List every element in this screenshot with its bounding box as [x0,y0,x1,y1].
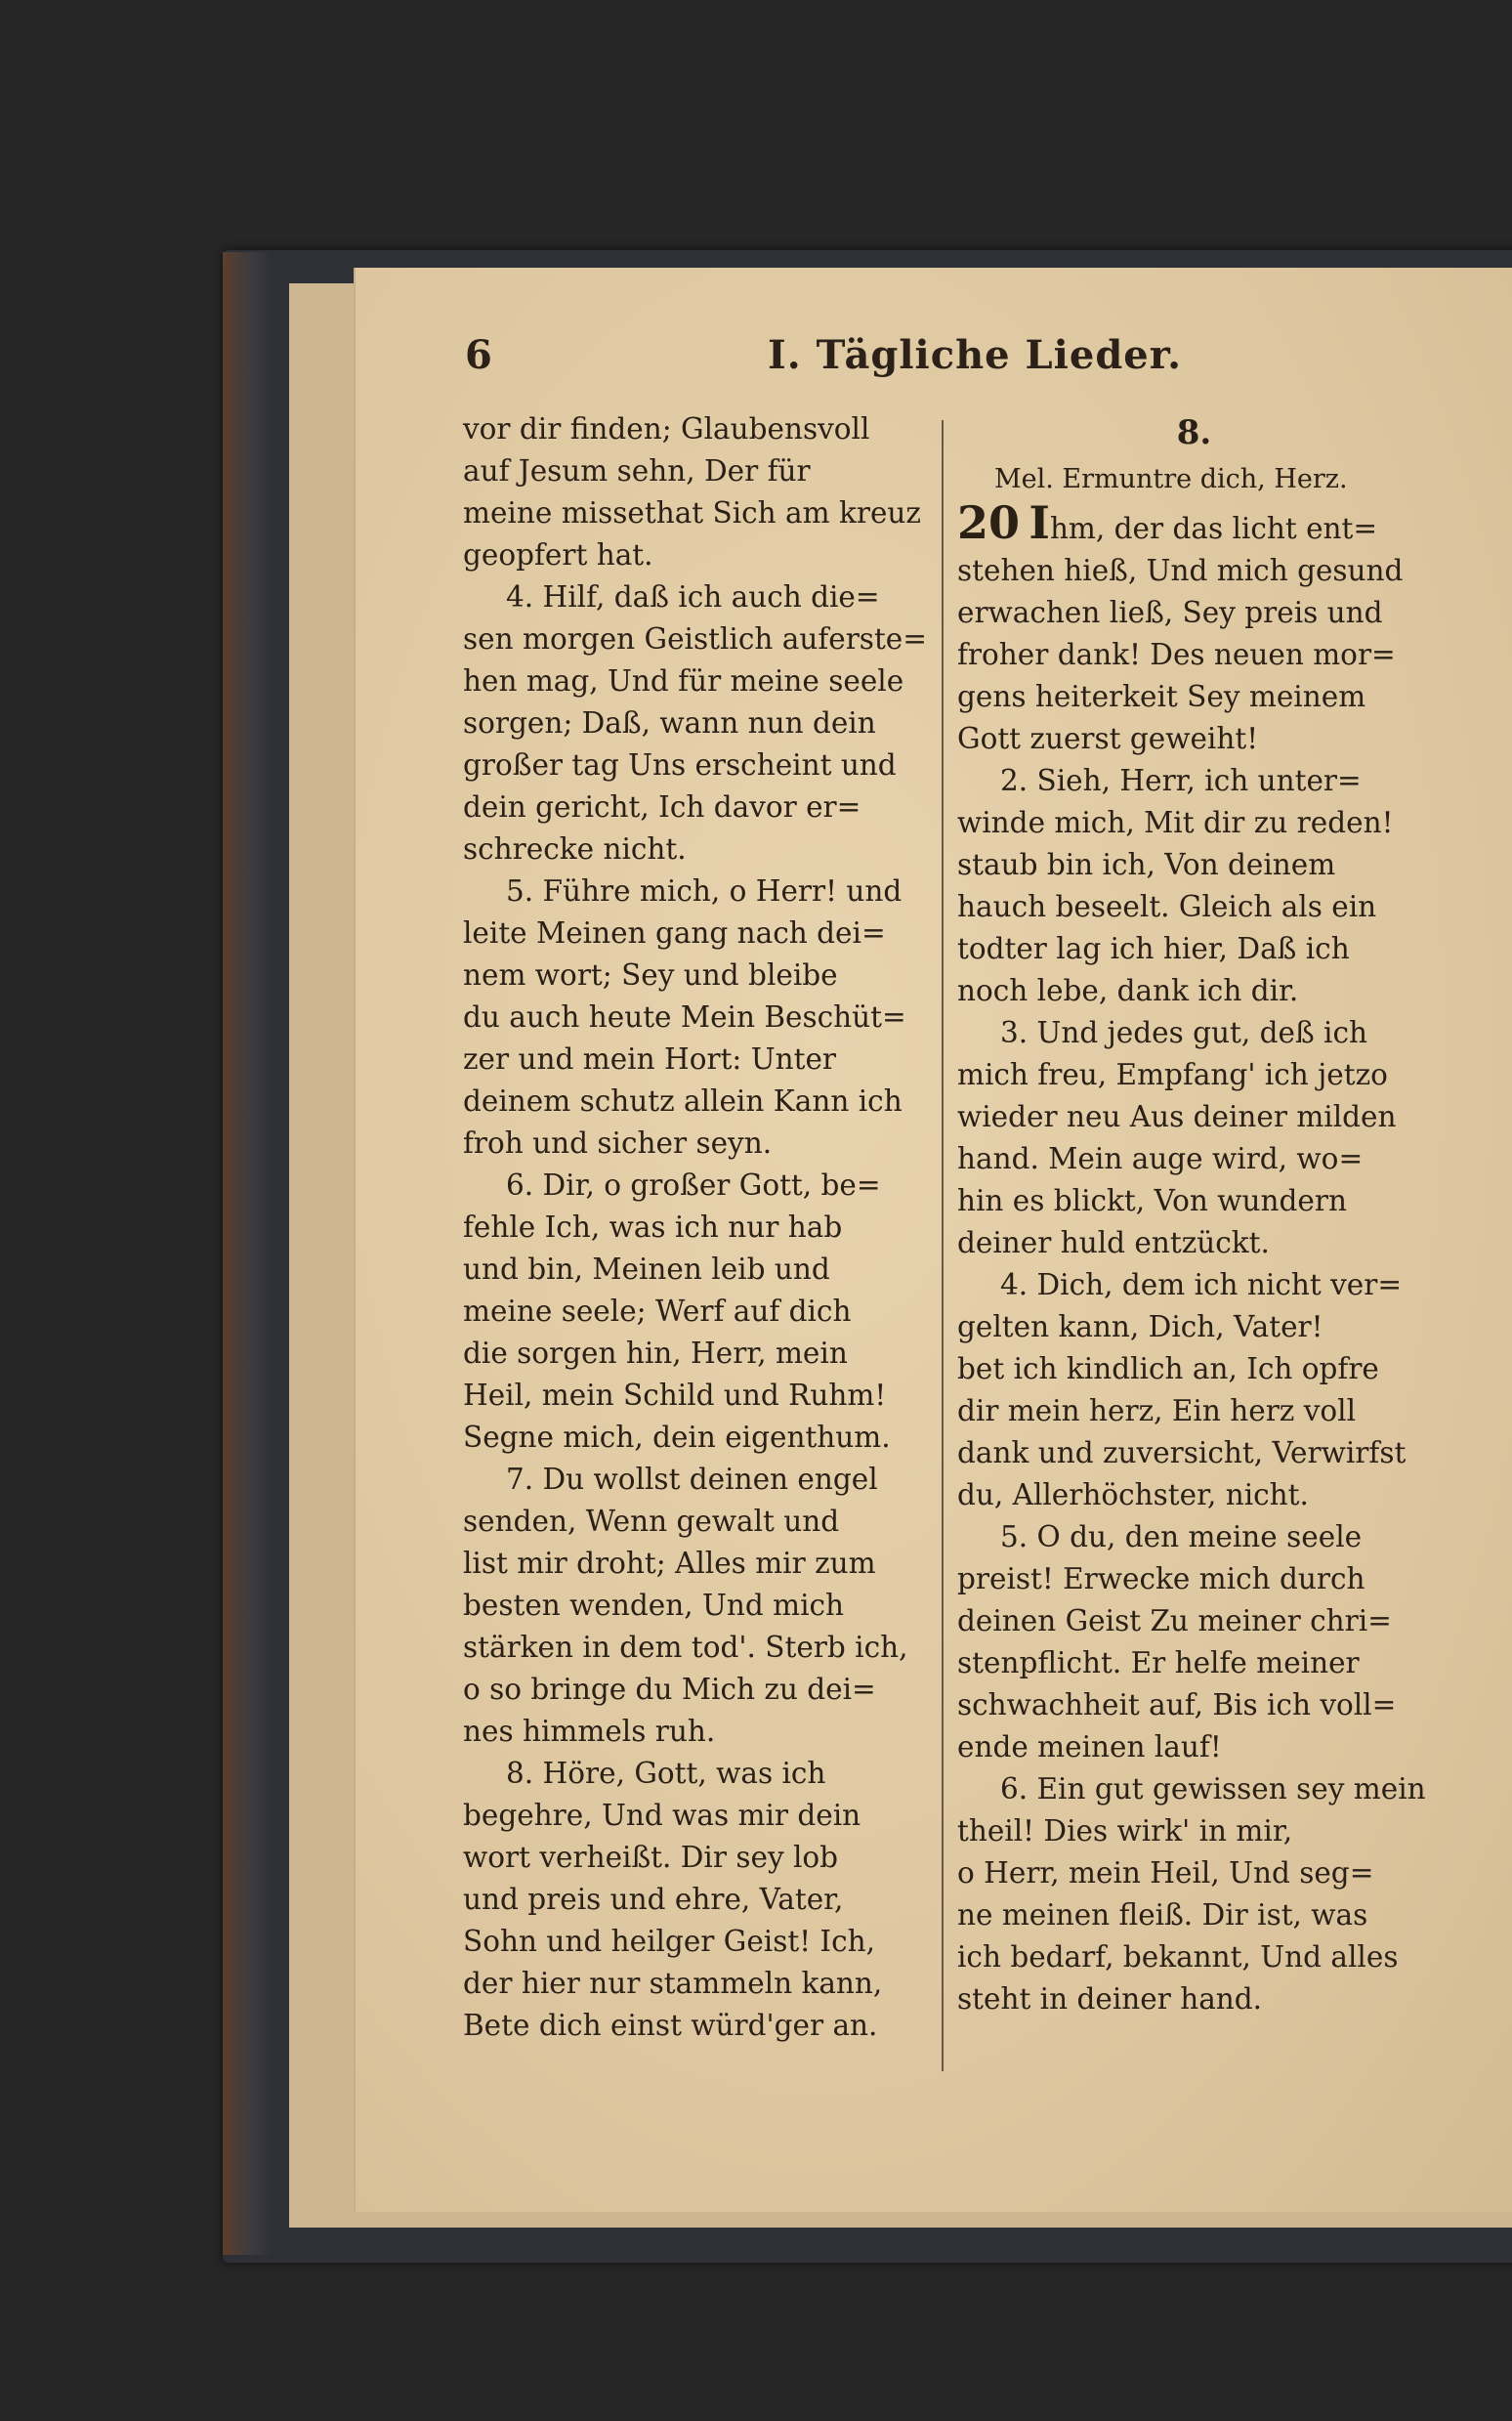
text-line: zer und mein Hort: Unter [463,1042,837,1076]
text-line: du, Allerhöchster, nicht. [957,1478,1309,1511]
text-line: stenpflicht. Er helfe meiner [957,1646,1360,1679]
text-line: stärken in dem tod'. Sterb ich, [463,1631,908,1664]
text-line: 5. O du, den meine seele [1000,1520,1363,1553]
text-line: geopfert hat. [463,538,653,572]
running-title: I. Tägliche Lieder. [768,332,1183,378]
text-line: 7. Du wollst deinen engel [506,1463,878,1496]
text-line: du auch heute Mein Beschüt= [463,1000,906,1034]
text-line: großer tag Uns erscheint und [463,748,897,782]
text-line: ich bedarf, bekannt, Und alles [957,1940,1399,1974]
text-line: mich freu, Empfang' ich jetzo [957,1058,1388,1091]
text-line: froher dank! Des neuen mor= [957,638,1396,671]
text-line: staub bin ich, Von deinem [957,848,1336,881]
text-line: nem wort; Sey und bleibe [463,958,838,992]
left-text-column [463,408,930,2047]
text-line: deinen Geist Zu meiner chri= [957,1604,1392,1637]
text-line: dein gericht, Ich davor er= [463,790,861,824]
first-line-rest: hm, der das licht ent= [1049,512,1378,545]
text-line: list mir droht; Alles mir zum [463,1547,876,1580]
text-line: die sorgen hin, Herr, mein [463,1337,848,1370]
text-line: 6. Dir, o großer Gott, be= [506,1168,881,1202]
first-line-initial: I [1029,496,1050,549]
text-line: sorgen; Daß, wann nun dein [463,706,876,740]
book-spine-edge [223,252,272,2255]
text-line: senden, Wenn gewalt und [463,1505,840,1538]
text-line: Sohn und heilger Geist! Ich, [463,1925,875,1958]
first-line [957,496,1431,550]
text-line: sen morgen Geistlich auferste= [463,622,927,656]
text-line: 3. Und jedes gut, deß ich [1000,1016,1367,1049]
text-line: nes himmels ruh. [463,1715,716,1748]
text-line: 8. Höre, Gott, was ich [506,1757,826,1790]
text-line: 4. Dich, dem ich nicht ver= [1000,1268,1403,1301]
text-line: fehle Ich, was ich nur hab [463,1210,843,1244]
text-line: wieder neu Aus deiner milden [957,1100,1397,1133]
text-line: hand. Mein auge wird, wo= [957,1142,1364,1175]
song-number: 8. [1176,413,1212,452]
text-line: hen mag, Und für meine seele [463,664,904,698]
text-line: noch lebe, dank ich dir. [957,974,1299,1007]
text-line: Segne mich, dein eigenthum. [463,1421,891,1454]
text-line: deiner huld entzückt. [957,1226,1270,1259]
text-line: bet ich kindlich an, Ich opfre [957,1352,1379,1385]
text-line: auf Jesum sehn, Der für [463,454,811,488]
text-line: froh und sicher seyn. [463,1126,773,1160]
text-line: und bin, Meinen leib und [463,1253,830,1286]
text-line: dank und zuversicht, Verwirfst [957,1436,1407,1469]
first-line-number: 20 [957,496,1021,549]
melody-line: Mel. Ermuntre dich, Herz. [994,464,1348,494]
text-line: stehen hieß, Und mich gesund [957,554,1404,587]
text-line: schrecke nicht. [463,832,687,866]
text-line: 5. Führe mich, o Herr! und [506,874,903,908]
text-line: Gott zuerst geweiht! [957,722,1259,755]
text-line: leite Meinen gang nach dei= [463,916,886,950]
text-line: steht in deiner hand. [957,1982,1263,2016]
text-line: vor dir finden; Glaubensvoll [463,412,870,446]
text-line: hauch beseelt. Gleich als ein [957,890,1377,923]
text-line: dir mein herz, Ein herz voll [957,1394,1357,1427]
text-line: der hier nur stammeln kann, [463,1967,883,2000]
text-line: preist! Erwecke mich durch [957,1562,1365,1595]
text-line: winde mich, Mit dir zu reden! [957,806,1394,839]
right-column-lines [957,550,1431,2020]
text-line: gens heiterkeit Sey meinem [957,680,1366,713]
text-line: ne meinen fleiß. Dir ist, was [957,1898,1368,1932]
text-line: wort verheißt. Dir sey lob [463,1841,839,1874]
text-line: meine missethat Sich am kreuz [463,496,921,530]
text-line: und preis und ehre, Vater, [463,1883,844,1916]
text-line: hin es blickt, Von wundern [957,1184,1347,1217]
page-number: 6 [465,332,492,378]
text-line: begehre, Und was mir dein [463,1799,861,1832]
text-line: 6. Ein gut gewissen sey mein [1000,1772,1426,1805]
text-line: erwachen ließ, Sey preis und [957,596,1383,629]
text-line: todter lag ich hier, Daß ich [957,932,1350,965]
column-divider [942,420,944,2071]
text-line: 4. Hilf, daß ich auch die= [506,580,880,614]
right-text-column [957,408,1431,2020]
text-line: 2. Sieh, Herr, ich unter= [1000,764,1362,797]
text-line: o Herr, mein Heil, Und seg= [957,1856,1374,1890]
text-line: ende meinen lauf! [957,1730,1222,1763]
text-line: theil! Dies wirk' in mir, [957,1814,1293,1848]
text-line: Heil, mein Schild und Ruhm! [463,1379,887,1412]
text-line: meine seele; Werf auf dich [463,1295,852,1328]
page-header [465,332,1500,391]
text-line: schwachheit auf, Bis ich voll= [957,1688,1397,1721]
text-line: Bete dich einst würd'ger an. [463,2009,878,2042]
text-line: besten wenden, Und mich [463,1589,845,1622]
text-line: o so bringe du Mich zu dei= [463,1673,876,1706]
text-line: deinem schutz allein Kann ich [463,1084,903,1118]
text-line: gelten kann, Dich, Vater! [957,1310,1323,1343]
